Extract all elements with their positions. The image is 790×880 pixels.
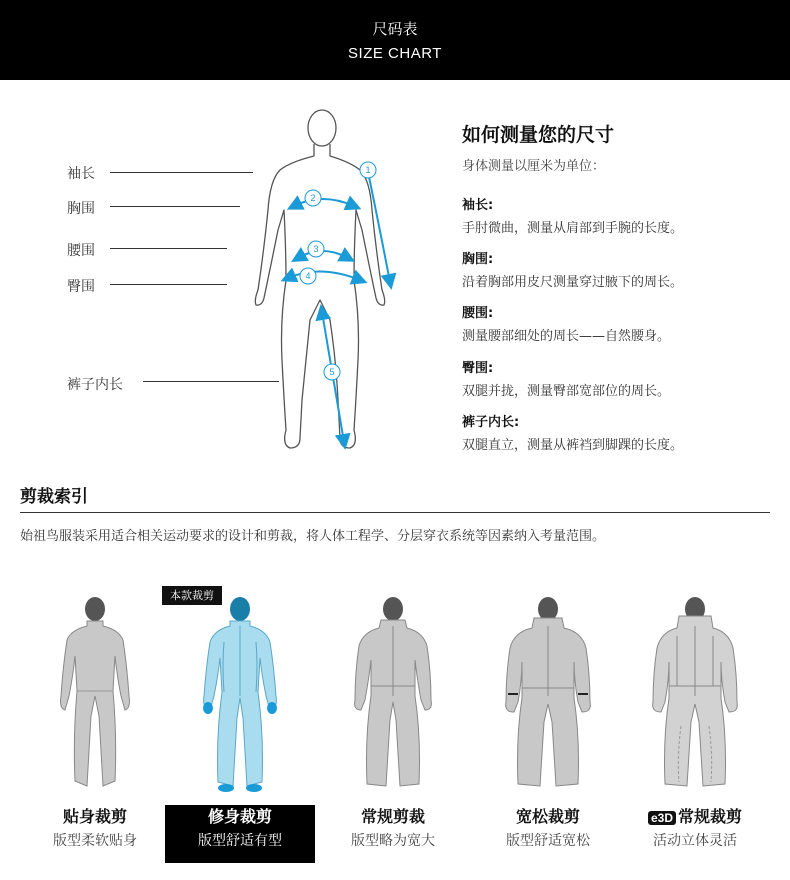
leader-line-hip bbox=[110, 284, 227, 285]
measure-key: 腰围: bbox=[462, 306, 494, 321]
measure-item-hip bbox=[462, 357, 782, 399]
cut-index-description: 始祖鸟服装采用适合相关运动要求的设计和剪裁，将人体工程学、分层穿衣系统等因素纳入考量范围。 bbox=[20, 529, 606, 544]
cut-index-title: 剪裁索引 bbox=[20, 487, 88, 507]
fit-regular[interactable] bbox=[318, 596, 468, 850]
measure-value: 双腿并拢，测量臀部宽部位的周长。 bbox=[462, 384, 671, 399]
fit-e3d[interactable] bbox=[620, 596, 770, 850]
measure-item-waist bbox=[462, 302, 782, 344]
measure-value: 测量腰部细处的周长——自然腰身。 bbox=[462, 329, 671, 344]
measure-value: 双腿直立，测量从裤裆到脚踝的长度。 bbox=[462, 438, 684, 453]
label-inseam: 裤子内长 bbox=[67, 377, 123, 393]
fit-desc: 版型柔软贴身 bbox=[53, 833, 137, 849]
measure-key: 袖长: bbox=[462, 198, 494, 213]
fit-name-text: 常规裁剪 bbox=[678, 807, 743, 826]
fit-trim[interactable] bbox=[20, 596, 170, 850]
title-cn: 尺码表 bbox=[372, 20, 418, 38]
marker-2: 2 bbox=[310, 193, 316, 203]
measure-value: 手肘微曲，测量从肩部到手腕的长度。 bbox=[462, 221, 684, 236]
leader-line-sleeve bbox=[110, 172, 253, 173]
fit-name: 常规剪裁 bbox=[360, 807, 425, 826]
fit-slim[interactable] bbox=[165, 596, 315, 850]
howto-subtitle: 身体测量以厘米为单位： bbox=[462, 159, 606, 174]
fit-desc: 版型略为宽大 bbox=[351, 833, 435, 849]
howto-block bbox=[462, 120, 782, 174]
marker-5: 5 bbox=[329, 367, 335, 377]
fit-name bbox=[620, 804, 770, 827]
fit-figure-regular bbox=[351, 596, 435, 796]
fit-name: 宽松裁剪 bbox=[515, 807, 580, 826]
measure-key: 裤子内长: bbox=[462, 415, 520, 430]
label-chest: 胸围 bbox=[67, 201, 95, 217]
measure-item-inseam bbox=[462, 411, 782, 453]
measure-key: 臀围: bbox=[462, 361, 494, 376]
label-hip: 臀围 bbox=[67, 279, 95, 295]
fit-figure-trim bbox=[55, 596, 135, 796]
howto-title: 如何测量您的尺寸 bbox=[462, 124, 615, 146]
fit-figure-relaxed bbox=[504, 596, 592, 796]
e3d-badge: e3D bbox=[648, 811, 676, 825]
title-en: SIZE CHART bbox=[348, 45, 442, 62]
leader-line-waist bbox=[110, 248, 227, 249]
fit-name: 修身裁剪 bbox=[207, 807, 272, 826]
measure-key: 胸围: bbox=[462, 252, 494, 267]
marker-1: 1 bbox=[365, 165, 371, 175]
fit-figure-e3d bbox=[651, 596, 739, 796]
header-bar bbox=[0, 0, 790, 80]
fit-figure-slim bbox=[200, 596, 280, 796]
measure-value: 沿着胸部用皮尺测量穿过腋下的周长。 bbox=[462, 275, 684, 290]
leader-line-chest bbox=[110, 206, 240, 207]
fit-name: 贴身裁剪 bbox=[62, 807, 127, 826]
fit-desc: 版型舒适有型 bbox=[198, 833, 282, 849]
marker-4: 4 bbox=[305, 271, 311, 281]
marker-3: 3 bbox=[313, 244, 319, 254]
measure-item-chest bbox=[462, 248, 782, 290]
section-divider bbox=[20, 512, 770, 513]
fit-relaxed[interactable] bbox=[473, 596, 623, 850]
fit-desc: 版型舒适宽松 bbox=[506, 833, 590, 849]
body-figure bbox=[240, 100, 410, 460]
label-sleeve: 袖长 bbox=[67, 166, 95, 182]
label-waist: 腰围 bbox=[67, 243, 95, 259]
measure-item-sleeve bbox=[462, 194, 782, 236]
fit-desc: 活动立体灵活 bbox=[653, 833, 737, 849]
current-fit-tag: 本款裁剪 bbox=[162, 586, 222, 605]
